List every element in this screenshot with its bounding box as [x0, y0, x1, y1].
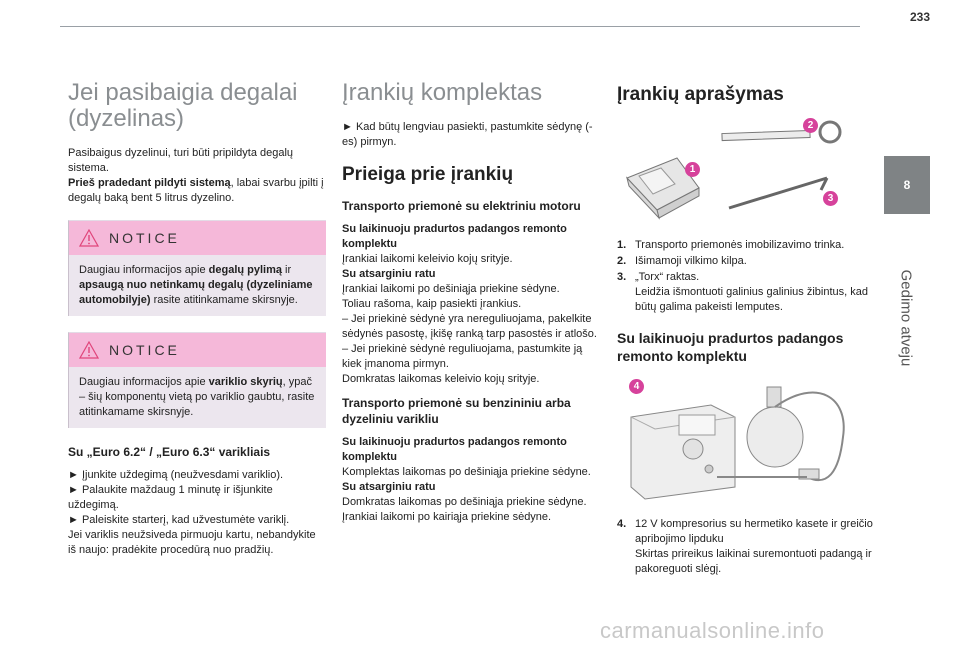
notice-header	[69, 333, 326, 367]
notice-label: NOTICE	[109, 342, 180, 358]
tool-list	[617, 238, 875, 315]
compressor-illustration	[617, 377, 857, 507]
top-rule	[60, 26, 860, 27]
warning-icon	[79, 229, 99, 247]
callout-badge: 1	[685, 162, 700, 177]
notice-box	[68, 332, 326, 428]
tools-illustration	[617, 118, 857, 228]
section-title: Transporto priemonė su benzininiu arba dyzeliniu varikliu	[342, 396, 571, 426]
callout-badge: 3	[823, 191, 838, 206]
column-3	[617, 80, 875, 578]
section-heading: Įrankių komplektas	[342, 79, 543, 106]
callout-badge: 2	[803, 118, 818, 133]
tools-drawing	[617, 118, 857, 228]
list-item: 2. Išimamoji vilkimo kilpa.	[617, 255, 747, 267]
notice-box	[68, 220, 326, 316]
warning-icon	[79, 341, 99, 359]
section-heading: Jei pasibaigia degalai (dyzelinas)	[68, 79, 298, 132]
notice-body: Daugiau informacijos apie degalų pylimą ir apsaugą nuo netinkamų degalų (dyzeliniame automobilyje) rasite atitinkamame skirsnyje.	[79, 264, 313, 306]
subheading: Su laikinuoju pradurtos padangos remonto komplektu	[617, 330, 844, 364]
steps: ► Įjunkite uždegimą (neužvesdami variklio). ► Palaukite maždaug 1 minutę ir išjunkite uždegimą. ► Paleiskite starterį, kad užvestumėte variklį.	[68, 469, 290, 526]
section-body: Su laikinuoju pradurtos padangos remonto komplektu Įrankiai laikomi keleivio kojų srityje. Su atsarginiu ratu Įrankiai laikomi po dešiniąja priekine sėdyne. Toliau rašoma, kaip pasiekti įrankius. – Jei priekinė sėdynė yra nereguliuojama, pakelkite sėdynės pasostę, įkišę ranką tarp pasostės ir atlošo. – Jei priekinė sėdynė reguliuojama, pastumkite ją kiek įmanoma pirmyn. Domkratas laikomas keleivio kojų srityje.	[342, 223, 597, 385]
notice-header	[69, 221, 326, 255]
subheading: Prieiga prie įrankių	[342, 164, 514, 185]
watermark: carmanualsonline.info	[600, 618, 825, 643]
page-number: 233	[909, 10, 930, 24]
list-item: 4. 12 V kompresorius su hermetiko kasete ir greičio apribojimo lipduku Skirtas prireikus laikinai suremontuoti padangą ir pakoreguoti slėgį.	[617, 518, 873, 575]
list-item: 3. „Torx“ raktas. Leidžia išmontuoti galinius galinius žibintus, kad būtų galima pakeisti lemputes.	[617, 271, 868, 313]
intro-paragraph: ► Kad būtų lengviau pasiekti, pastumkite sėdynę (-es) pirmyn.	[342, 121, 593, 148]
kit-list	[617, 517, 875, 577]
compressor-drawing	[617, 377, 857, 507]
notice-body: Daugiau informacijos apie variklio skyrių, ypač – šių komponentų vietą po variklio gaubtu, rasite atitinkamame skirsnyje.	[79, 376, 315, 418]
chapter-tab[interactable]: 8	[884, 156, 930, 214]
column-1	[68, 80, 326, 566]
subheading: Su „Euro 6.2“ / „Euro 6.3“ varikliais	[68, 445, 271, 459]
section-body: Su laikinuoju pradurtos padangos remonto komplektu Komplektas laikomas po dešiniąja priekine sėdyne. Su atsarginiu ratu Domkratas laikomas po dešiniąja priekine sėdyne. Įrankiai laikomi po kairiąja priekine sėdyne.	[342, 436, 591, 523]
section-title: Transporto priemonė su elektriniu motoru	[342, 199, 581, 213]
notice-label: NOTICE	[109, 230, 180, 246]
list-item: 1. Transporto priemonės imobilizavimo trinka.	[617, 239, 845, 251]
chapter-title: Gedimo atveju	[897, 269, 915, 367]
column-2	[342, 80, 600, 533]
outro-paragraph: Jei variklis neužsiveda pirmuoju kartu, nebandykite iš naujo: pradėkite procedūrą nuo pradžių.	[68, 529, 316, 556]
callout-badge: 4	[629, 379, 644, 394]
chapter-label	[886, 228, 926, 408]
section-heading: Įrankių aprašymas	[617, 84, 784, 105]
intro-paragraph: Pasibaigus dyzelinui, turi būti pripildyta degalų sistema. Prieš pradedant pildyti sistemą, labai svarbu įpilti į degalų baką bent 5 litrus dyzelino.	[68, 147, 324, 204]
